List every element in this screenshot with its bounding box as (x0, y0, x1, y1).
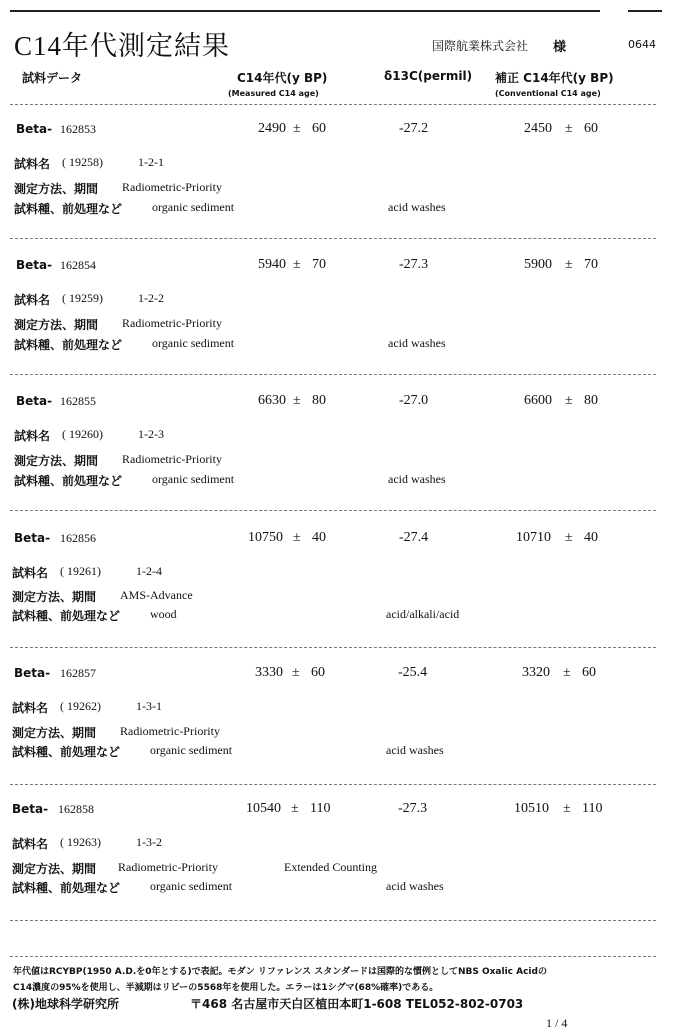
material-value: organic sediment (150, 879, 233, 893)
beta-label: Beta- (16, 122, 53, 136)
plus-minus: ± (293, 257, 301, 272)
material-value: organic sediment (152, 200, 235, 214)
record-divider (10, 374, 656, 375)
pretreatment-value: acid washes (388, 200, 446, 214)
beta-label: Beta- (16, 258, 53, 272)
c14-age-error: 60 (311, 665, 325, 680)
method-label: 測定方法、期間 (14, 182, 99, 196)
conventional-age: 10710 (516, 530, 551, 545)
method-value: AMS-Advance (120, 588, 193, 602)
d13c-value: -27.2 (399, 121, 429, 136)
plus-minus: ± (293, 530, 301, 545)
top-rule (10, 10, 600, 12)
c14-age: 10750 (248, 530, 283, 545)
conventional-age: 6600 (524, 393, 552, 408)
plus-minus: ± (292, 665, 300, 680)
plus-minus: ± (565, 393, 573, 408)
plus-minus: ± (563, 665, 571, 680)
material-label: 試料種、前処理など (14, 474, 123, 488)
record-1 (0, 120, 676, 256)
header-conventional-age: 補正 C14年代(y BP) (495, 71, 614, 85)
c14-age-error: 70 (312, 257, 326, 272)
plus-minus: ± (565, 121, 573, 136)
sample-code: 1-2-2 (138, 291, 164, 305)
method-extra: Extended Counting (284, 860, 377, 874)
conventional-age-error: 110 (582, 801, 603, 816)
method-value: Radiometric-Priority (118, 860, 218, 874)
method-label: 測定方法、期間 (14, 318, 99, 332)
page-number: 1 / 4 (546, 1016, 568, 1030)
record-divider (10, 784, 656, 785)
sample-code: 1-2-4 (136, 564, 162, 578)
material-label: 試料種、前処理など (12, 609, 121, 623)
client-name: 国際航業株式会社 (432, 39, 529, 53)
record-6 (0, 800, 676, 936)
method-value: Radiometric-Priority (120, 724, 220, 738)
plus-minus: ± (293, 393, 301, 408)
sample-name-label: 試料名 (14, 293, 51, 307)
method-label: 測定方法、期間 (12, 726, 97, 740)
material-label: 試料種、前処理など (14, 202, 123, 216)
header-c14-age: C14年代(y BP) (237, 71, 328, 85)
footer-divider (10, 956, 656, 957)
beta-label: Beta- (14, 666, 51, 680)
record-divider (10, 647, 656, 648)
conventional-age-error: 60 (584, 121, 598, 136)
plus-minus: ± (291, 801, 299, 816)
material-value: organic sediment (152, 336, 235, 350)
company-address: 〒468 名古屋市天白区植田本町1-608 TEL052-802-0703 (190, 997, 524, 1011)
pretreatment-value: acid washes (388, 336, 446, 350)
header-d13c: δ13C(permil) (384, 69, 473, 83)
beta-id: 162857 (60, 666, 96, 680)
sample-number: ( 19261) (60, 564, 101, 578)
conventional-age-error: 80 (584, 393, 598, 408)
conventional-age: 10510 (514, 801, 549, 816)
d13c-value: -25.4 (398, 665, 428, 680)
c14-age: 6630 (258, 393, 286, 408)
sample-code: 1-3-1 (136, 699, 162, 713)
footnote-line-2: C14濃度の95%を使用し、半減期はリビーの5568年を使用した。エラーは1シグマ(68%確率)である。 (13, 983, 439, 993)
sample-number: ( 19262) (60, 699, 101, 713)
plus-minus: ± (565, 257, 573, 272)
sample-number: ( 19263) (60, 835, 101, 849)
client-honorific: 様 (553, 40, 567, 55)
d13c-value: -27.0 (399, 393, 429, 408)
sample-name-label: 試料名 (12, 701, 49, 715)
record-divider (10, 920, 656, 921)
beta-label: Beta- (12, 802, 49, 816)
conventional-age: 5900 (524, 257, 552, 272)
c14-age-error: 40 (312, 530, 326, 545)
d13c-value: -27.3 (399, 257, 429, 272)
record-2 (0, 256, 676, 392)
conventional-age-error: 40 (584, 530, 598, 545)
beta-label: Beta- (14, 531, 51, 545)
sample-code: 1-3-2 (136, 835, 162, 849)
plus-minus: ± (563, 801, 571, 816)
method-label: 測定方法、期間 (12, 862, 97, 876)
conventional-age-error: 70 (584, 257, 598, 272)
beta-id: 162853 (60, 122, 96, 136)
beta-id: 162858 (58, 802, 94, 816)
page-title: C14年代測定結果 (14, 31, 231, 61)
material-label: 試料種、前処理など (12, 745, 121, 759)
material-value: wood (150, 607, 177, 621)
plus-minus: ± (293, 121, 301, 136)
c14-age: 3330 (255, 665, 283, 680)
conventional-age-error: 60 (582, 665, 596, 680)
pretreatment-value: acid washes (386, 879, 444, 893)
material-label: 試料種、前処理など (14, 338, 123, 352)
pretreatment-value: acid/alkali/acid (386, 607, 460, 621)
record-divider (10, 510, 656, 511)
plus-minus: ± (565, 530, 573, 545)
header-sample-data: 試料データ (22, 71, 83, 85)
record-divider (10, 238, 656, 239)
document-number: 0644 (628, 38, 656, 51)
sample-name-label: 試料名 (12, 837, 49, 851)
method-value: Radiometric-Priority (122, 316, 222, 330)
sample-number: ( 19258) (62, 155, 103, 169)
top-rule-right (628, 10, 662, 12)
sample-name-label: 試料名 (12, 566, 49, 580)
beta-label: Beta- (16, 394, 53, 408)
c14-age-error: 80 (312, 393, 326, 408)
header-divider (10, 104, 656, 105)
record-4 (0, 529, 676, 665)
record-5 (0, 664, 676, 800)
header-conventional-age-sub: (Conventional C14 age) (495, 89, 601, 98)
c14-age-error: 110 (310, 801, 331, 816)
material-value: organic sediment (150, 743, 233, 757)
c14-age: 10540 (246, 801, 281, 816)
c14-age: 2490 (258, 121, 286, 136)
method-value: Radiometric-Priority (122, 180, 222, 194)
d13c-value: -27.4 (399, 530, 429, 545)
material-label: 試料種、前処理など (12, 881, 121, 895)
sample-name-label: 試料名 (14, 429, 51, 443)
c14-age: 5940 (258, 257, 286, 272)
d13c-value: -27.3 (398, 801, 428, 816)
footnote-line-1: 年代値はRCYBP(1950 A.D.を0年とする)で表記。モダン リファレンス スタンダードは国際的な慣例としてNBS Oxalic Acidの (13, 967, 547, 977)
beta-id: 162856 (60, 531, 96, 545)
method-value: Radiometric-Priority (122, 452, 222, 466)
pretreatment-value: acid washes (386, 743, 444, 757)
sample-number: ( 19260) (62, 427, 103, 441)
company-name: (株)地球科学研究所 (12, 997, 119, 1011)
beta-id: 162854 (60, 258, 96, 272)
method-label: 測定方法、期間 (14, 454, 99, 468)
beta-id: 162855 (60, 394, 96, 408)
record-3 (0, 392, 676, 528)
c14-age-error: 60 (312, 121, 326, 136)
conventional-age: 3320 (522, 665, 550, 680)
material-value: organic sediment (152, 472, 235, 486)
header-c14-age-sub: (Measured C14 age) (228, 89, 319, 98)
sample-number: ( 19259) (62, 291, 103, 305)
pretreatment-value: acid washes (388, 472, 446, 486)
method-label: 測定方法、期間 (12, 590, 97, 604)
sample-code: 1-2-3 (138, 427, 164, 441)
sample-name-label: 試料名 (14, 157, 51, 171)
sample-code: 1-2-1 (138, 155, 164, 169)
conventional-age: 2450 (524, 121, 552, 136)
